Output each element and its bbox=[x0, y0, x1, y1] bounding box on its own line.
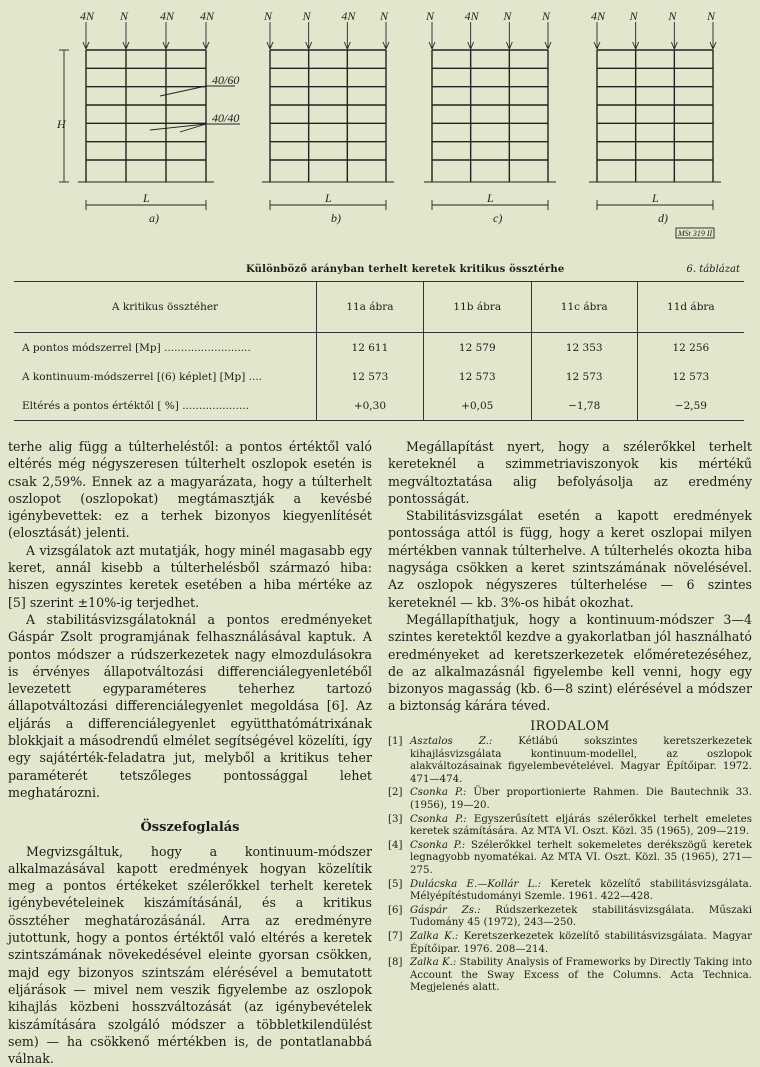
reference-author: Zalka K.: bbox=[410, 930, 459, 942]
reference-number: [8] bbox=[388, 957, 403, 969]
reference-number: [6] bbox=[388, 904, 403, 916]
reference-text: Rúdszerkezetek stabilitásvizsgálata. Műszaki Tudomány 45 (1972), 243—250. bbox=[410, 904, 752, 929]
table-title: Különböző arányban terhelt keretek kritikus össztérhe bbox=[246, 264, 565, 275]
table-cell: −2,59 bbox=[637, 391, 744, 421]
references-heading: IRODALOM bbox=[530, 717, 610, 733]
paragraph: terhe alig függ a túlterheléstől: a pontos értéktől való eltérés még négyszeresen túlterhelt oszlopok esetén is csak 2,59%. Ennek az a magyarázata, hogy a túlterhelt oszlopot (oszlopokat) megtámasztják a kevésbé igénybevettek: ez a terhek bizonyos kiegyenlítését (elosztását) jelenti. bbox=[8, 439, 372, 541]
reference-author: Gáspár Zs.: bbox=[410, 904, 481, 916]
header-cell: 11d ábra bbox=[637, 282, 744, 333]
reference-author: Csonka P.: bbox=[410, 787, 467, 799]
table-cell: 12 573 bbox=[637, 362, 744, 391]
height-label: H bbox=[57, 117, 66, 131]
stamp-label: MSt 319 II bbox=[678, 229, 713, 238]
table-cell: 12 573 bbox=[317, 362, 424, 391]
reference-text: Keretszerkezetek közelítő stabilitásvizsgálata. Magyar Építőipar. 1976. 208—214. bbox=[410, 930, 752, 955]
load-label: N bbox=[264, 9, 273, 23]
reference-author: Asztalos Z.: bbox=[410, 736, 493, 748]
paragraph: A vizsgálatok azt mutatják, hogy minél magasabb egy keret, annál kisebb a túlterhelésből származó hiba: hiszen egyszintes keretek esetében a hiba mértéke az [5] szerint ±10%-ig terjedhet. bbox=[8, 542, 372, 610]
table-header-row bbox=[14, 282, 744, 333]
beam-size-label: 40/60 bbox=[212, 73, 240, 87]
paragraph: Stabilitásvizsgálat esetén a kapott eredmények pontossága attól is függ, hogy a keret oszlopai milyen mértékben vannak túlterhelve. A túlterhelés okozta hiba nagysága csökken a keret szintszámának növelésével. Az oszlopok négyszeres túlterhelése — 6 szintes kereteknél — kb. 3%-os hibát okozhat. bbox=[388, 508, 752, 610]
reference-text: Stability Analysis of Frameworks by Directly Taking into Account the Sway Excess of the Columns. Acta Technica. Megjelenés alatt. bbox=[410, 957, 752, 994]
summary-heading: Összefoglalás bbox=[140, 820, 240, 836]
table-cell: 12 611 bbox=[317, 333, 424, 363]
reference-number: [5] bbox=[388, 878, 403, 890]
body-text bbox=[8, 438, 752, 1067]
load-label: N bbox=[542, 9, 551, 23]
row-label: A pontos módszerrel [Mp] .......................... bbox=[22, 341, 251, 354]
reference-author: Zalka K.: bbox=[410, 957, 457, 969]
reference-text: Egyszerűsített eljárás szélerőkkel terhelt emeletes keretek számítására. Az MTA VI. Oszt. Közl. 35 (1965), 209—219. bbox=[410, 813, 752, 838]
span-label: L bbox=[487, 191, 494, 205]
reference-text: Kétlábú sokszintes keretszerkezetek kihajlásvizsgálata kontinuum-modellel, az oszlopok alakváltozásainak figyelembevételével. Magyar Építőipar. 1972. 471—474. bbox=[410, 736, 752, 785]
right-column bbox=[388, 438, 752, 1067]
paragraph: Megállapíthatjuk, hogy a kontinuum-módszer 3—4 szintes keretektől kezdve a gyakorlatban jól használható eredményeket ad keretszerkezetek előméretezéséhez, de az alkalmazásnál figyelembe kell venni, hogy egy bizonyos magasság (kb. 6—8 szint) elérésével a módszer a biztonság kárára téved. bbox=[388, 611, 752, 714]
load-label: 4N bbox=[591, 9, 606, 23]
frame-caption: c) bbox=[493, 211, 503, 225]
span-label: L bbox=[143, 191, 150, 205]
reference-item bbox=[388, 736, 752, 786]
reference-author: Dulácska E.—Kollár L.: bbox=[410, 878, 542, 890]
reference-item bbox=[388, 957, 752, 995]
frame-caption: b) bbox=[331, 211, 341, 225]
frame-diagrams bbox=[0, 0, 760, 262]
column-size-label: 40/40 bbox=[212, 111, 240, 125]
reference-item bbox=[388, 840, 752, 878]
table-cell: +0,05 bbox=[423, 391, 531, 421]
table-row bbox=[14, 333, 744, 363]
frame-caption: a) bbox=[149, 211, 159, 225]
load-label: 4N bbox=[80, 9, 95, 23]
paragraph: A stabilitásvizsgálatoknál a pontos eredményeket Gáspár Zsolt programjának felhasználásával kaptuk. A pontos módszer a rúdszerkezetek nagy elmozdulásokra is érvényes állapotváltozási differenciálegyenletéből levezetett egyparaméteres teherhez tartozó állapotváltozási differenciálegyenlet megoldása [6]. Az eljárás a differenciálegyenlet együtthatómátrixának blokkjait a másodrendű elmélet segítségével közelíti, így egy sajátérték-feladatra jut, melyből a kritikus teher paraméterét tetszőleges pontossággal lehet meghatározni. bbox=[8, 611, 372, 800]
span-label: L bbox=[652, 191, 659, 205]
reference-item bbox=[388, 879, 752, 904]
table-cell: 12 256 bbox=[637, 333, 744, 363]
table-row bbox=[14, 391, 744, 421]
critical-load-table bbox=[14, 281, 744, 421]
load-label: N bbox=[302, 9, 311, 23]
header-cell: A kritikus össztéher bbox=[111, 301, 219, 313]
load-label: 4N bbox=[464, 9, 479, 23]
row-label: Eltérés a pontos értéktől [ %] .................... bbox=[22, 399, 249, 412]
table-caption bbox=[18, 264, 740, 275]
reference-list bbox=[388, 736, 752, 995]
reference-item bbox=[388, 787, 752, 812]
table-cell: 12 573 bbox=[423, 362, 531, 391]
reference-author: Csonka P.: bbox=[410, 839, 466, 851]
table-cell: −1,78 bbox=[531, 391, 637, 421]
table-number: 6. táblázat bbox=[686, 264, 740, 275]
table-cell: +0,30 bbox=[317, 391, 424, 421]
header-cell: 11c ábra bbox=[531, 282, 637, 333]
paragraph: Megállapítást nyert, hogy a szélerőkkel terhelt kereteknél a szimmetriaviszonyok kis mértékű megváltoztatása alig befolyásolja az eredmény pontosságát. bbox=[388, 439, 752, 506]
frame-figure bbox=[0, 0, 760, 262]
reference-item bbox=[388, 905, 752, 930]
load-label: N bbox=[120, 9, 129, 23]
table-row bbox=[14, 362, 744, 391]
load-label: 4N bbox=[160, 9, 175, 23]
load-label: N bbox=[629, 9, 638, 23]
header-cell: 11b ábra bbox=[423, 282, 531, 333]
load-label: N bbox=[668, 9, 677, 23]
table-cell: 12 573 bbox=[531, 362, 637, 391]
header-cell: 11a ábra bbox=[317, 282, 424, 333]
table-cell: 12 353 bbox=[531, 333, 637, 363]
load-label: 4N bbox=[200, 9, 215, 23]
row-label: A kontinuum-módszerrel [(6) képlet] [Mp] .... bbox=[22, 370, 263, 383]
reference-number: [2] bbox=[388, 787, 403, 799]
reference-item bbox=[388, 814, 752, 839]
reference-text: Über proportionierte Rahmen. Die Bautechnik 33. (1956), 19—20. bbox=[410, 787, 753, 812]
load-label: N bbox=[426, 9, 435, 23]
load-label: N bbox=[380, 9, 389, 23]
reference-number: [1] bbox=[388, 736, 403, 748]
table-cell: 12 579 bbox=[423, 333, 531, 363]
reference-text: Szélerőkkel terhelt sokemeletes derékszögű keretek legnagyobb nyomatékai. Az MTA VI. Oszt. Közl. 35 (1965), 271—275. bbox=[410, 839, 752, 876]
left-column bbox=[8, 438, 372, 1067]
reference-text: Keretek közelítő stabilitásvizsgálata. Mélyépítéstudományi Szemle. 1961. 422—428. bbox=[410, 878, 752, 903]
reference-number: [3] bbox=[388, 813, 403, 825]
frame-caption: d) bbox=[658, 211, 668, 225]
paragraph: Megvizsgáltuk, hogy a kontinuum-módszer alkalmazásával kapott eredmények hogyan közelítik meg a pontos értékeket szélerőkkel terhelt keretek igénybevételeinek kiszámításánál, és a kritikus össztéher meghatározásánál. Arra az eredményre jutottunk, hogy a pontos értéktől való eltérés a keretek szintszámának növekedésével eleinte gyorsan csökken, majd egy bizonyos szintszám elérésével a bemutatott eljárások — mivel nem veszik figyelembe az oszlopok kihajlás közbeni hosszváltozását (az igénybevételek kiszámítására szolgáló módszer a többletkilendülést sem) — ha csökkenő mértékben is, de pontatlanabbá válnak. bbox=[8, 843, 372, 1067]
load-label: N bbox=[503, 9, 512, 23]
reference-number: [4] bbox=[388, 839, 403, 851]
reference-number: [7] bbox=[388, 930, 403, 942]
load-label: N bbox=[707, 9, 716, 23]
reference-author: Csonka P.: bbox=[410, 813, 467, 825]
reference-item bbox=[388, 931, 752, 956]
callout-line bbox=[160, 86, 206, 96]
span-label: L bbox=[325, 191, 332, 205]
load-label: 4N bbox=[341, 9, 356, 23]
critical-load-table-block bbox=[14, 262, 744, 421]
